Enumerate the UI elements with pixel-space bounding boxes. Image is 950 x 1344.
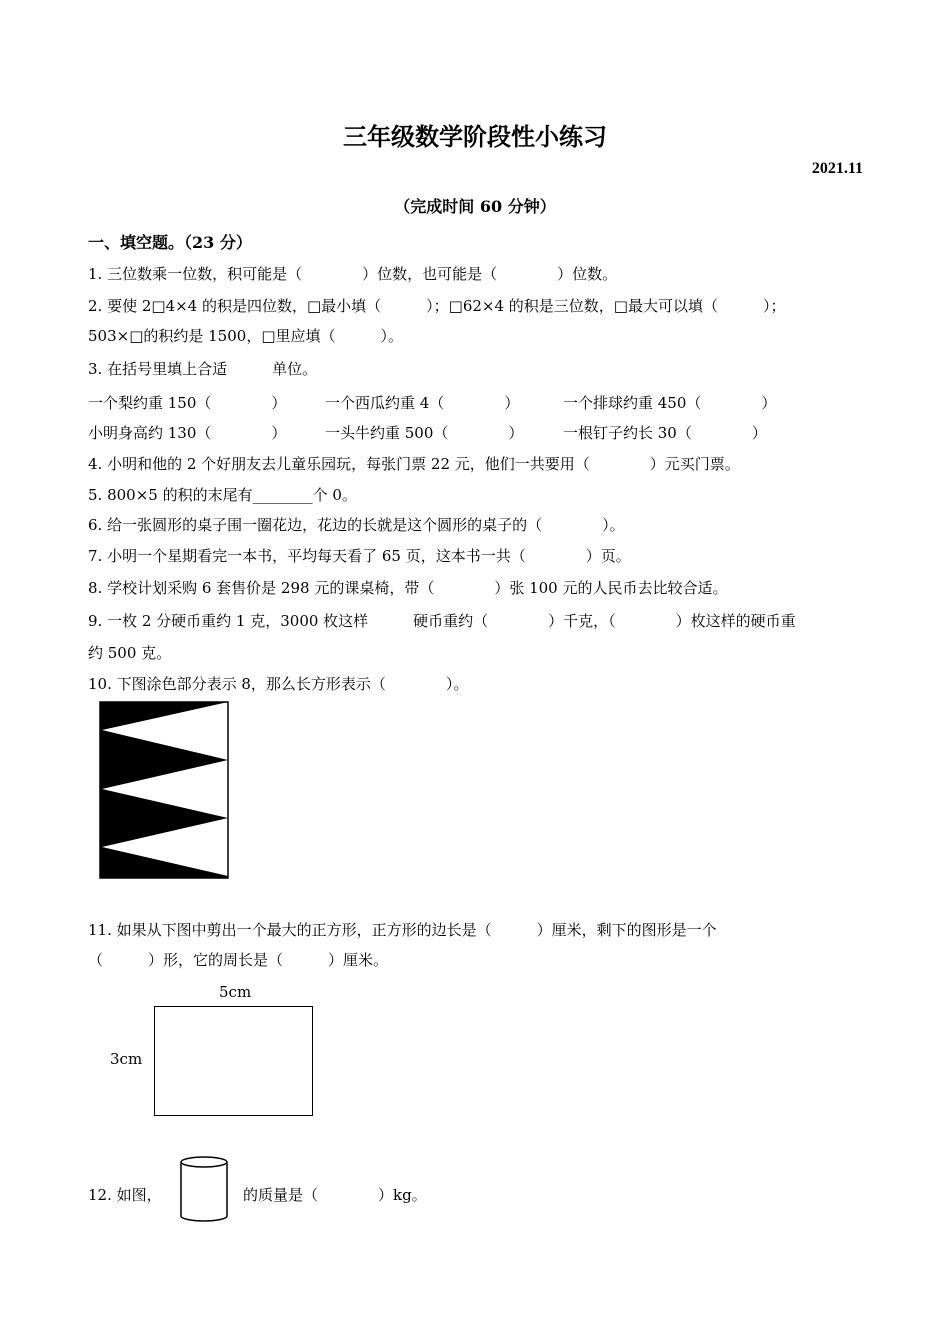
question-4: 4. 小明和他的 2 个好朋友去儿童乐园玩，每张门票 22 元，他们一共要用（ ）元买门票。 xyxy=(88,455,740,473)
question-11: 11. 如果从下图中剪出一个最大的正方形，正方形的边长是（ ）厘米，剩下的图形是一个 xyxy=(88,921,717,939)
question-11-cont: （ ）形，它的周长是（ ）厘米。 xyxy=(88,951,389,969)
question-10: 10. 下图涂色部分表示 8，那么长方形表示（ ）。 xyxy=(88,675,469,693)
question-7: 7. 小明一个星期看完一本书，平均每天看了 65 页，这本书一共（ ）页。 xyxy=(88,547,631,565)
q3-item: 小明身高约 130（ ） xyxy=(88,424,287,442)
question-3: 3. 在括号里填上合适 单位。 xyxy=(88,360,318,378)
date: 2021.11 xyxy=(811,160,863,177)
section-heading: 一、填空题。（23 分） xyxy=(88,233,252,252)
question-2: 2. 要使 2□4×4 的积是四位数，□最小填（ ）；□62×4 的积是三位数，□最大可以填（ ）； xyxy=(88,297,786,315)
q3-item: 一个梨约重 150（ ） xyxy=(88,394,287,412)
question-2-cont: 503×□的积约是 1500，□里应填（ ）。 xyxy=(88,327,403,345)
question-1: 1. 三位数乘一位数，积可能是（ ）位数，也可能是（ ）位数。 xyxy=(88,265,618,283)
width-label: 5cm xyxy=(219,983,252,1001)
q3-item: 一头牛约重 500（ ） xyxy=(325,424,524,442)
cylinder-icon xyxy=(177,1154,231,1226)
q3-item: 一根钉子约长 30（ ） xyxy=(563,424,767,442)
q3-item: 一个西瓜约重 4（ ） xyxy=(325,394,520,412)
rectangle-5x3 xyxy=(154,1006,313,1116)
question-12 xyxy=(88,1184,162,1205)
q12-prefix: 12. 如图， xyxy=(88,1186,162,1204)
question-8: 8. 学校计划采购 6 套售价是 298 元的课桌椅，带（ ）张 100 元的人民币去比较合适。 xyxy=(88,579,728,597)
question-9: 9. 一枚 2 分硬币重约 1 克，3000 枚这样 硬币重约（ ）千克，（ ）枚这样的硬币重 xyxy=(88,612,796,630)
time-limit: （完成时间 60 分钟） xyxy=(394,197,556,216)
zigzag-figure xyxy=(98,700,232,882)
question-5: 5. 800×5 的积的末尾有________个 0。 xyxy=(88,486,357,504)
question-6: 6. 给一张圆形的桌子围一圈花边，花边的长就是这个圆形的桌子的（ ）。 xyxy=(88,516,625,534)
q12-suffix: 的质量是（ ）kg。 xyxy=(243,1186,427,1204)
page-title: 三年级数学阶段性小练习 xyxy=(343,122,607,151)
q3-item: 一个排球约重 450（ ） xyxy=(563,394,777,412)
height-label: 3cm xyxy=(110,1050,143,1068)
white-triangles xyxy=(102,702,228,876)
question-9-cont: 约 500 克。 xyxy=(88,644,172,662)
